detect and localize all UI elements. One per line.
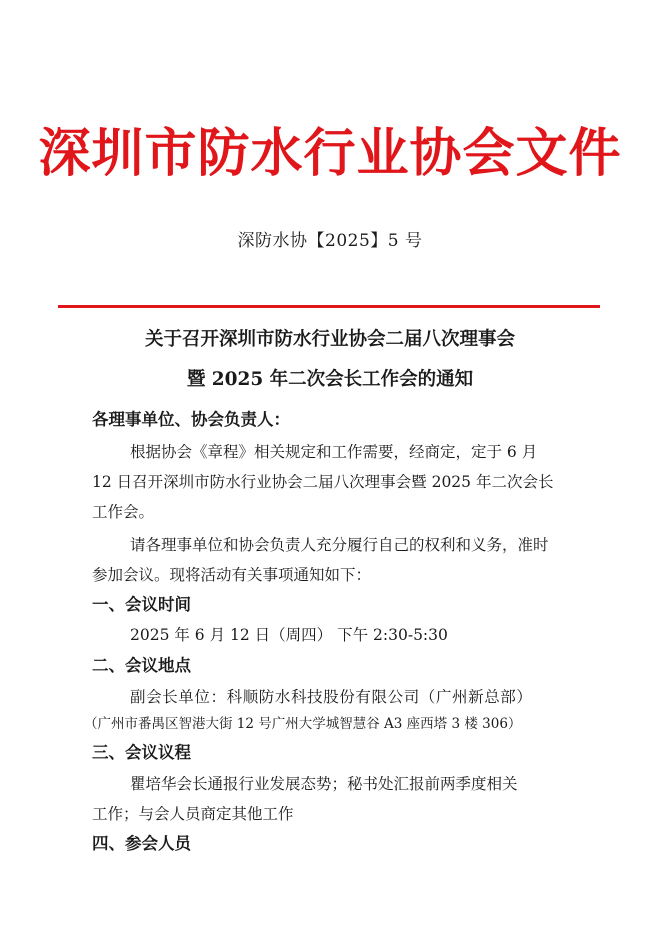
- section-4-heading: 四、参会人员: [92, 834, 191, 853]
- notice-title-line-1: 关于召开深圳市防水行业协会二届八次理事会: [144, 329, 515, 350]
- paragraph-1-line-2: 12 日召开深圳市防水行业协会二届八次理事会暨 2025 年二次会长: [92, 473, 554, 491]
- document-number: 深防水协【2025】5 号: [237, 231, 423, 251]
- section-1-heading: 一、会议时间: [92, 595, 191, 614]
- section-3-heading: 三、会议议程: [92, 743, 191, 762]
- paragraph-2-line-2: 参加会议。现将活动有关事项通知如下：: [92, 566, 372, 584]
- section-2-line-1: 副会长单位：科顺防水科技股份有限公司（广州新总部）: [130, 688, 533, 706]
- paragraph-1-line-3: 工作会。: [92, 503, 155, 521]
- salutation: 各理事单位、协会负责人：: [92, 410, 290, 429]
- red-divider-line: [58, 305, 600, 308]
- section-3-line-2: 工作；与会人员商定其他工作: [92, 805, 294, 823]
- section-1-text: 2025 年 6 月 12 日（周四） 下午 2:30-5:30: [130, 626, 448, 644]
- paragraph-2-line-1: 请各理事单位和协会负责人充分履行自己的权利和义务，准时: [130, 536, 549, 554]
- section-2-line-2: （广州市番禺区智港大街 12 号广州大学城智慧谷 A3 座西塔 3 楼 306）: [84, 716, 522, 732]
- document-header-title: 深圳市防水行业协会文件: [38, 123, 622, 184]
- section-2-heading: 二、会议地点: [92, 656, 191, 675]
- notice-title-line-2: 暨 2025 年二次会长工作会的通知: [186, 369, 474, 390]
- section-3-line-1: 瞿培华会长通报行业发展态势；秘书处汇报前两季度相关: [130, 775, 518, 793]
- paragraph-1-line-1: 根据协会《章程》相关规定和工作需要，经商定，定于 6 月: [130, 443, 538, 461]
